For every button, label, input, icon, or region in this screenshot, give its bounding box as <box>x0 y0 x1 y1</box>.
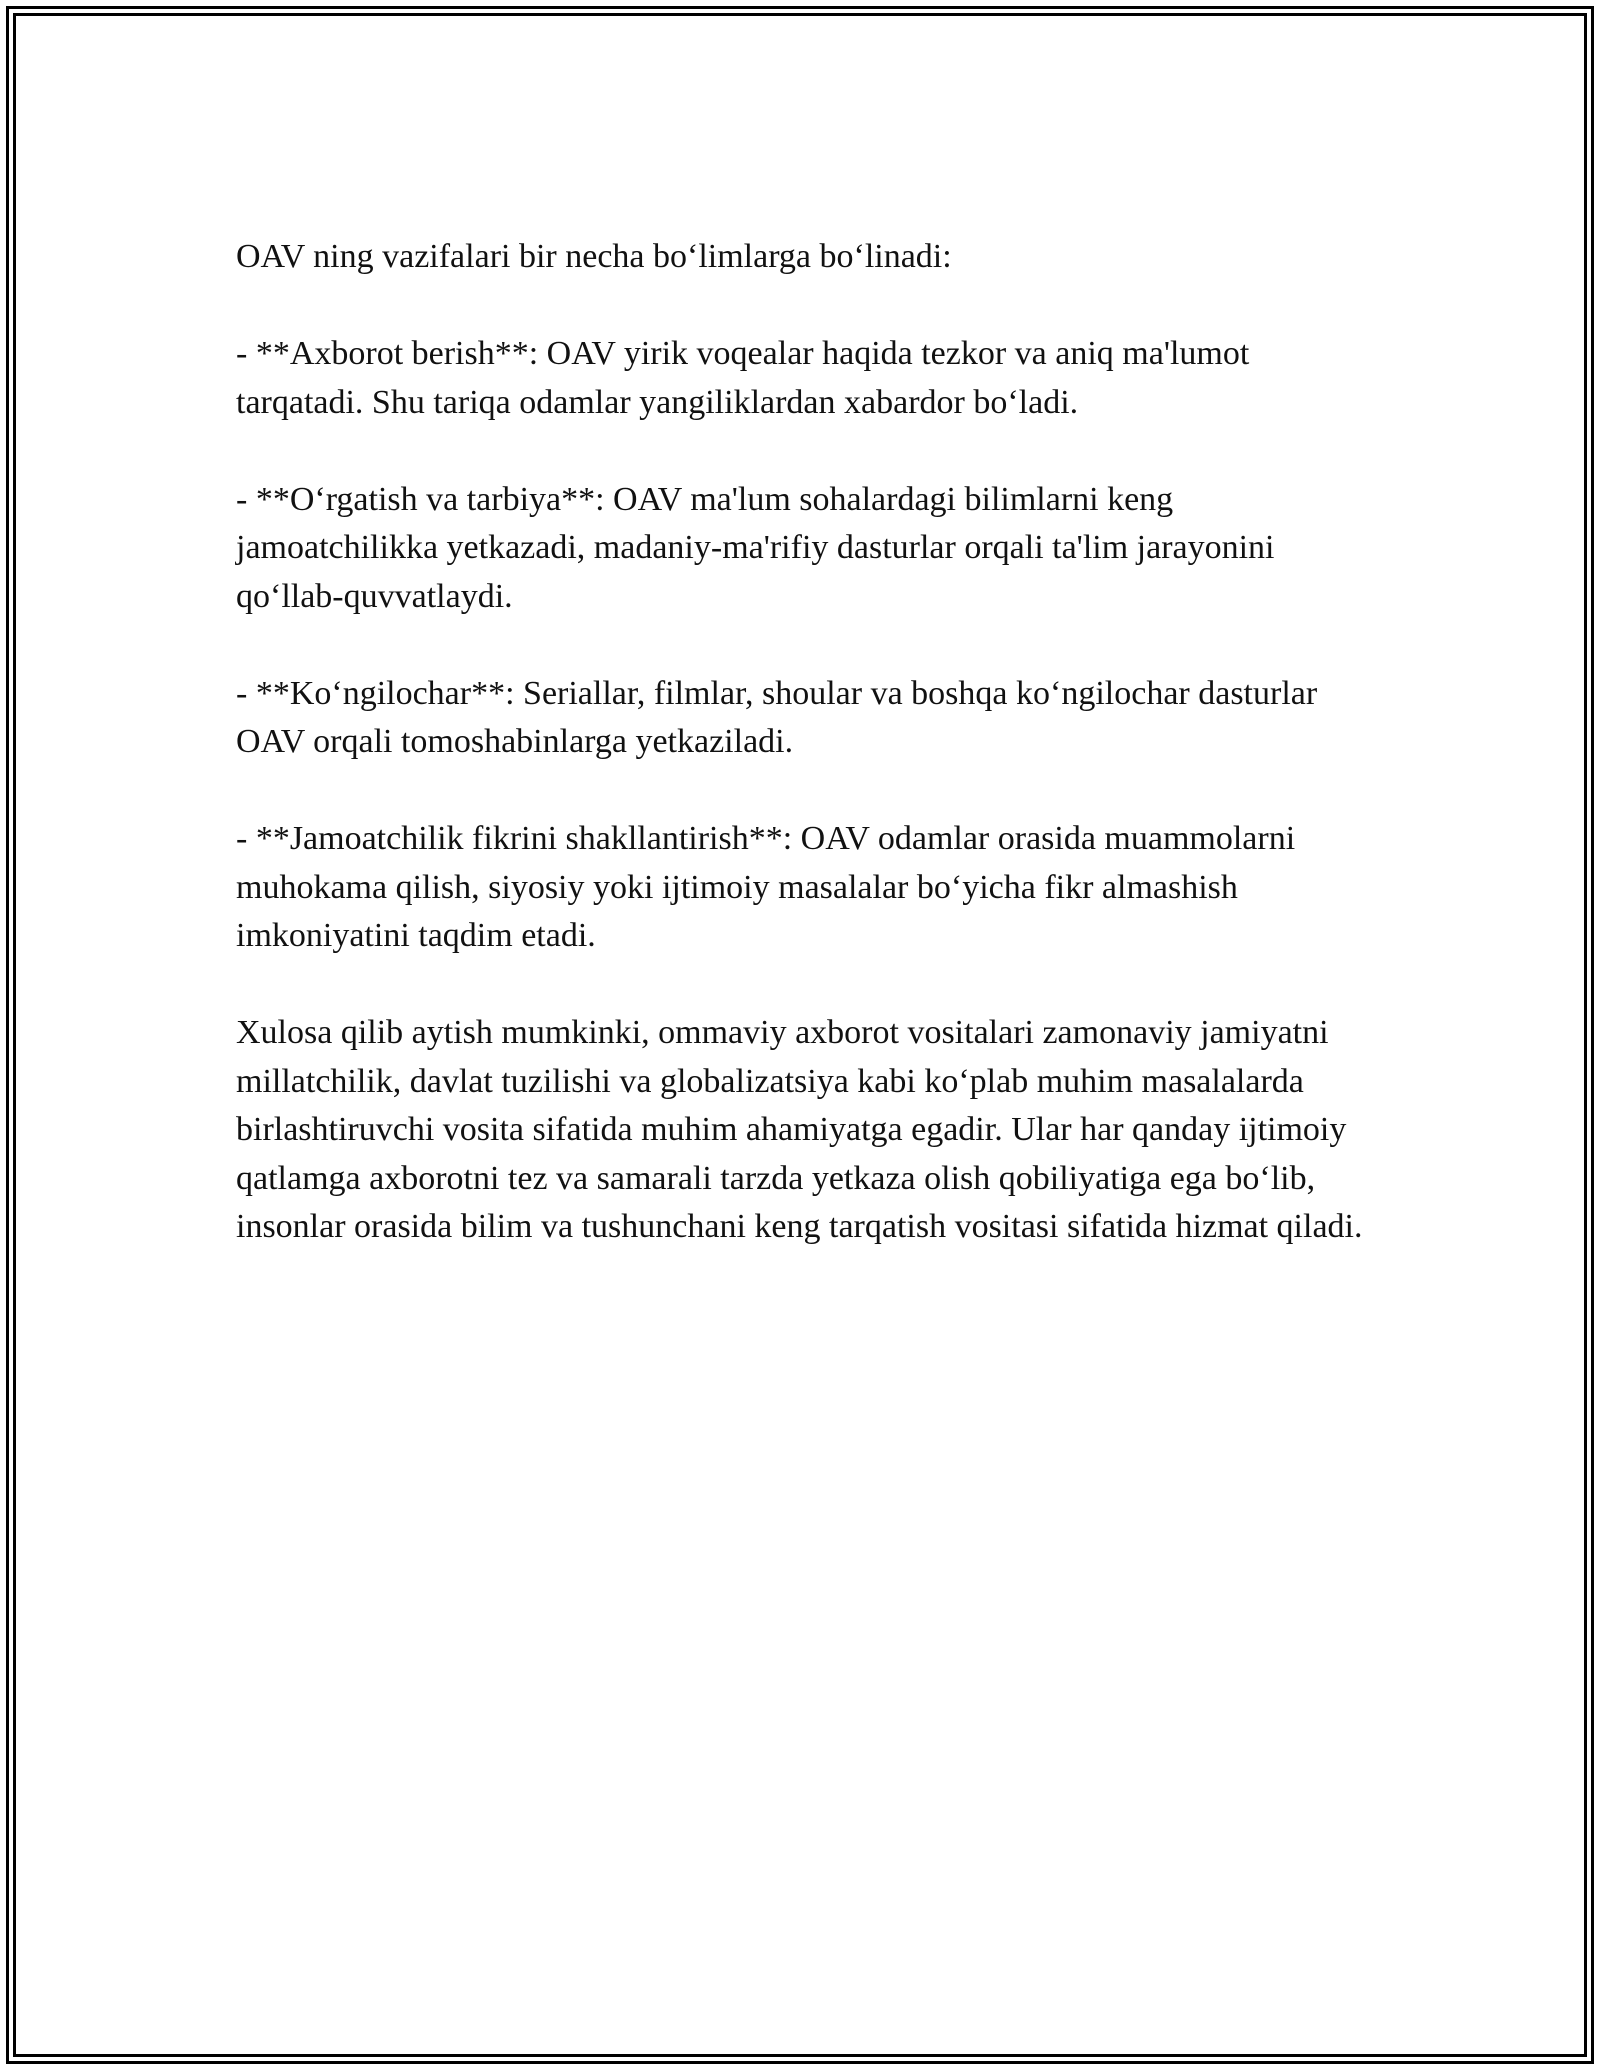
list-item-jamoatchilik-fikri: - **Jamoatchilik fikrini shakllantirish**: OAV odamlar orasida muammolarni muhokama qilish, siyosiy yoki ijtimoiy masalalar bo‘yicha fikr almashish imkoniyatini taqdim etadi. <box>236 820 1296 954</box>
list-item-orgatish-tarbiya: - **O‘rgatish va tarbiya**: OAV ma'lum sohalardagi bilimlarni keng jamoatchilikka yetkazadi, madaniy-ma'rifiy dasturlar orqali ta'lim jarayonini qo‘llab-quvvatlaydi. <box>236 480 1275 615</box>
intro-paragraph: OAV ning vazifalari bir necha bo‘limlarga bo‘linadi: <box>236 238 952 275</box>
document-body <box>236 233 1376 1300</box>
list-item-axborot-berish: - **Axborot berish**: OAV yirik voqealar haqida tezkor va aniq ma'lumot tarqatadi. Shu tariqa odamlar yangiliklardan xabardor bo‘ladi. <box>236 335 1250 421</box>
list-item-kongilochar: - **Ko‘ngilochar**: Seriallar, filmlar, shoular va boshqa ko‘ngilochar dasturlar OAV orqali tomoshabinlarga yetkaziladi. <box>236 674 1318 760</box>
conclusion-paragraph: Xulosa qilib aytish mumkinki, ommaviy axborot vositalari zamonaviy jamiyatni millatchilik, davlat tuzilishi va globalizatsiya kabi ko‘plab muhim masalalarda birlashtiruvchi vosita sifatida muhim ahamiyatga egadir. Ular har qanday ijtimoiy qatlamga axborotni tez va samarali tarzda yetkaza olish qobiliyatiga ega bo‘lib, insonlar orasida bilim va tushunchani keng tarqatish vositasi sifatida hizmat qiladi. <box>236 1014 1363 1245</box>
